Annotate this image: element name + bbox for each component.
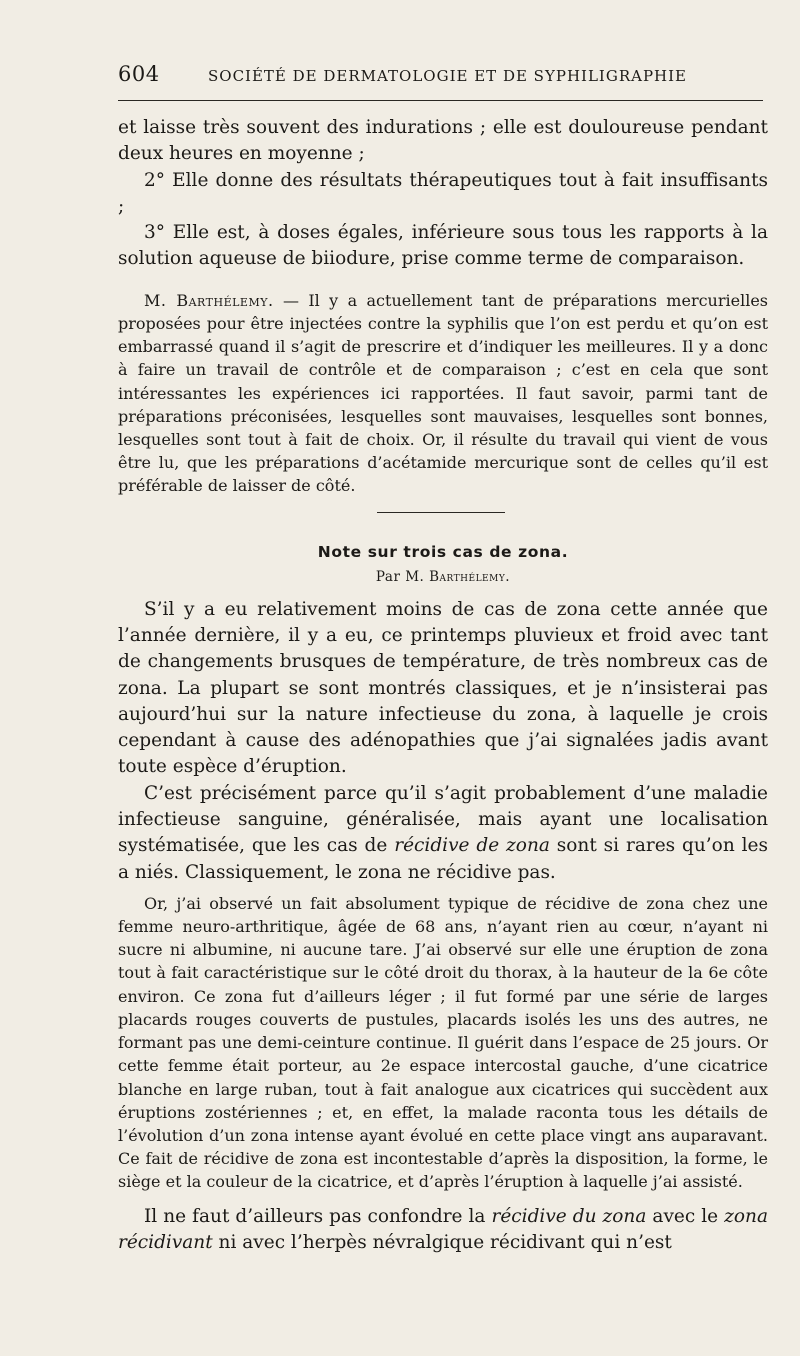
note-paragraph-2-start: C’est précisément parce qu’il s’agit probablement d’une maladie infectieuse sanguine, généralisée, mais ayant une localisation systématisée, que les cas de	[118, 782, 768, 857]
note-paragraph-4-end: ni avec l’herpès névralgique récidivant qui n’est	[212, 1231, 672, 1253]
note-paragraph-3: Or, j’ai observé un fait absolument typique de récidive de zona chez une femme neuro-arthritique, âgée de 68 ans, n’ayant rien au cœur, n’ayant ni sucre ni albumine, ni aucune tare. J’ai observé sur elle une éruption de zona tout à fait caractéristique sur le côté droit du thorax, à la hauteur de la 6e côte environ. Ce zona fut d’ailleurs léger ; il fut formé par une série de larges placards rouges couverts de pustules, placards isolés les uns des autres, ne formant pas une demi-ceinture continue. Il guérit dans l’espace de 25 jours. Or cette femme était porteur, au 2e espace intercostal gauche, d’une cicatrice blanche en large ruban, tout à fait analogue aux cicatrices qui succèdent aux éruptions zostériennes ; et, en effet, la malade raconta tous les détails de l’évolution d’un zona intense ayant évolué en cette place vingt ans auparavant. Ce fait de récidive de zona est incontestable d’après la disposition, la forme, le siège et la couleur de la cicatrice, et d’après l’éruption à laquelle j’ai assisté.	[118, 893, 768, 1192]
section-separator	[377, 512, 505, 513]
note-author-prefix: Par M.	[375, 568, 430, 585]
discussion-text: — Il y a actuellement tant de préparations mercurielles proposées pour être injectées contre la syphilis que l’on est perdu et qu’on est embarrassé quand il s’agit de prescrire et d’indiquer les meilleures. Il y a donc à faire un travail de contrôle et de comparaison ; c’est en cela que sont intéressantes les expériences ici rapportées. Il faut savoir, parmi tant de préparations préconisées, lesquelles sont mauvaises, lesquelles sont bonnes, lesquelles sont tout à fait de choix. Or, il résulte du travail qui vient de vous être lu, que les préparations d’acétamide mercurique sont de celles qu’il est préférable de laisser de côté.	[118, 290, 769, 496]
note-paragraph-4	[118, 1204, 768, 1257]
note-paragraph-2-end: sont si rares qu’on les a niés. Classiquement, le zona ne récidive pas.	[118, 835, 768, 883]
note-paragraph-4-italic-1: récidive du zona	[491, 1205, 647, 1227]
note-paragraph-2-italic: récidive de zona	[394, 835, 550, 857]
body-paragraph-1: et laisse très souvent des indurations ; elle est douloureuse pendant deux heures en moyenne ;	[118, 117, 768, 165]
book-page	[118, 62, 768, 1256]
header-rule	[118, 100, 763, 101]
discussion-speaker: M. Barthélemy.	[144, 290, 274, 310]
body-paragraph-3: 3° Elle est, à doses égales, inférieure sous tous les rapports à la solution aqueuse de biiodure, prise comme terme de comparaison.	[118, 222, 768, 270]
note-paragraph-4-mid: avec le	[646, 1205, 725, 1227]
note-paragraph-1: S’il y a eu relativement moins de cas de zona cette année que l’année dernière, il y a eu, ce printemps pluvieux et froid avec tant de changements brusques de température, de très nombreux cas de zona. La plupart se sont montrés classiques, et je n’insisterai pas aujourd’hui sur la nature infectieuse du zona, à laquelle je crois cependant à cause des adénopathies que j’ai signalées jadis avant toute espèce d’éruption.	[118, 598, 768, 778]
note-title: Note sur trois cas de zona.	[317, 542, 569, 561]
page-number: 604	[118, 62, 160, 86]
journal-title: SOCIÉTÉ DE DERMATOLOGIE ET DE SYPHILIGRAPHIE	[208, 67, 688, 85]
note-paragraph-2	[118, 781, 768, 886]
running-head	[118, 62, 768, 86]
body-paragraph-2: 2° Elle donne des résultats thérapeutiques tout à fait insuffisants ;	[118, 169, 768, 217]
discussion-paragraph	[118, 289, 768, 498]
note-author-name: Barthélemy.	[429, 568, 511, 585]
note-author	[118, 569, 768, 585]
note-paragraph-4-start: Il ne faut d’ailleurs pas confondre la	[144, 1205, 492, 1227]
note-paragraph-4-italic-2: zona récidivant	[118, 1205, 768, 1253]
